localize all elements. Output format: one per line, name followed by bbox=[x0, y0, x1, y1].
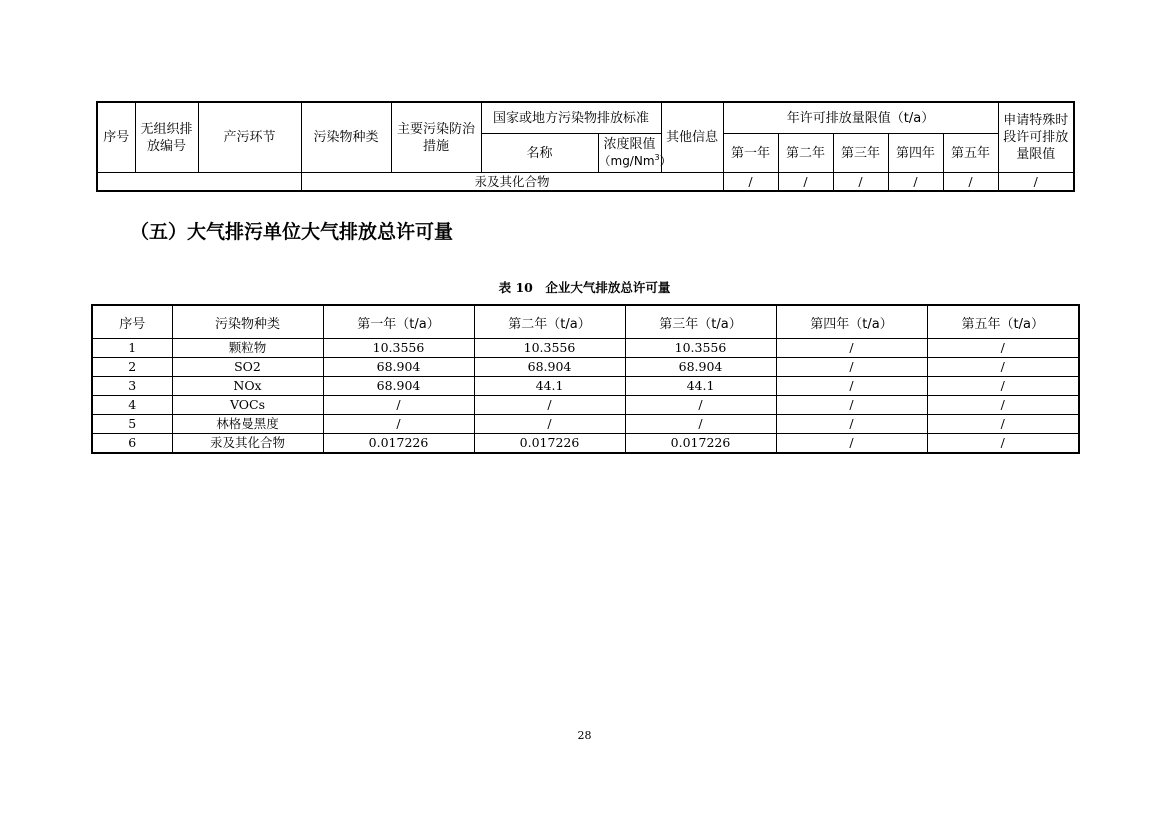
table-cell: SO2 bbox=[172, 358, 323, 377]
table-caption: 表 10 企业大气排放总许可量 bbox=[498, 280, 671, 295]
page-number: 28 bbox=[577, 729, 592, 742]
table-cell: 44.1 bbox=[474, 377, 625, 396]
table-cell: / bbox=[625, 415, 776, 434]
table-row bbox=[97, 173, 1074, 192]
header-special-period: 申请特殊时段许可排放量限值 bbox=[998, 102, 1074, 173]
total-permit-table bbox=[91, 304, 1080, 454]
table-cell: 1 bbox=[92, 339, 172, 358]
header-code: 无组织排放编号 bbox=[135, 102, 198, 173]
table-cell: / bbox=[927, 358, 1079, 377]
table-cell: / bbox=[474, 396, 625, 415]
table-cell: / bbox=[323, 396, 474, 415]
header-standard-limit-label: 浓度限值 bbox=[603, 137, 656, 152]
header-standard-limit bbox=[598, 134, 672, 173]
header-standard: 国家或地方污染物排放标准 bbox=[481, 102, 661, 134]
table-row bbox=[92, 377, 1079, 396]
table-cell: / bbox=[776, 358, 927, 377]
table-cell: 6 bbox=[92, 434, 172, 454]
header-standard-unit: （mg/Nm$^3$） bbox=[598, 153, 672, 168]
header-seq: 序号 bbox=[92, 305, 172, 339]
table-cell: / bbox=[927, 339, 1079, 358]
table-cell: 5 bbox=[92, 415, 172, 434]
header-year-3: 第三年 bbox=[833, 134, 888, 173]
table-cell: 4 bbox=[92, 396, 172, 415]
table-row bbox=[92, 434, 1079, 454]
table-cell: 0.017226 bbox=[625, 434, 776, 454]
table-cell: / bbox=[625, 396, 776, 415]
table-cell: / bbox=[776, 396, 927, 415]
header-pollutant: 污染物种类 bbox=[172, 305, 323, 339]
table-cell: 10.3556 bbox=[323, 339, 474, 358]
header-measures: 主要污染防治措施 bbox=[391, 102, 481, 173]
table-cell: / bbox=[776, 377, 927, 396]
header-year-5: 第五年 bbox=[943, 134, 998, 173]
header-year-1: 第一年 bbox=[723, 134, 778, 173]
header-year-5: 第五年（t/a） bbox=[927, 305, 1079, 339]
header-stage: 产污环节 bbox=[198, 102, 301, 173]
emission-limits-table bbox=[96, 101, 1075, 192]
section-heading: （五）大气排污单位大气排放总许可量 bbox=[130, 221, 454, 243]
table-cell: / bbox=[998, 173, 1074, 192]
table-cell: / bbox=[474, 415, 625, 434]
table-cell: NOx bbox=[172, 377, 323, 396]
table-cell: 10.3556 bbox=[474, 339, 625, 358]
header-annual-limit: 年许可排放量限值（t/a） bbox=[723, 102, 998, 134]
table-row bbox=[92, 415, 1079, 434]
table-cell-pollutant: 汞及其化合物 bbox=[301, 173, 723, 192]
table-row bbox=[92, 396, 1079, 415]
table-cell: / bbox=[723, 173, 778, 192]
header-other-info: 其他信息 bbox=[661, 102, 723, 173]
table-cell: / bbox=[776, 434, 927, 454]
table-cell: 10.3556 bbox=[625, 339, 776, 358]
table-cell: 68.904 bbox=[323, 358, 474, 377]
table-cell: / bbox=[943, 173, 998, 192]
table-row bbox=[92, 358, 1079, 377]
table-cell: / bbox=[927, 396, 1079, 415]
table-cell: 3 bbox=[92, 377, 172, 396]
table-cell: 0.017226 bbox=[323, 434, 474, 454]
table-cell: 0.017226 bbox=[474, 434, 625, 454]
table-cell-empty bbox=[97, 173, 301, 192]
table-cell: / bbox=[778, 173, 833, 192]
table-cell: / bbox=[776, 339, 927, 358]
header-year-2: 第二年 bbox=[778, 134, 833, 173]
table-cell: / bbox=[927, 377, 1079, 396]
header-standard-name: 名称 bbox=[481, 134, 598, 173]
table-cell: / bbox=[927, 415, 1079, 434]
table-cell: 68.904 bbox=[625, 358, 776, 377]
table-cell: 汞及其化合物 bbox=[172, 434, 323, 454]
table-cell: / bbox=[927, 434, 1079, 454]
header-year-4: 第四年（t/a） bbox=[776, 305, 927, 339]
table-cell: / bbox=[888, 173, 943, 192]
table-row bbox=[92, 339, 1079, 358]
table-cell: 2 bbox=[92, 358, 172, 377]
table-cell: 林格曼黑度 bbox=[172, 415, 323, 434]
table-cell: / bbox=[323, 415, 474, 434]
table-cell: / bbox=[776, 415, 927, 434]
header-year-4: 第四年 bbox=[888, 134, 943, 173]
header-seq: 序号 bbox=[97, 102, 135, 173]
header-year-2: 第二年（t/a） bbox=[474, 305, 625, 339]
table-cell: / bbox=[833, 173, 888, 192]
table-cell: 44.1 bbox=[625, 377, 776, 396]
header-pollutant: 污染物种类 bbox=[301, 102, 391, 173]
table-cell: 颗粒物 bbox=[172, 339, 323, 358]
header-year-1: 第一年（t/a） bbox=[323, 305, 474, 339]
header-year-3: 第三年（t/a） bbox=[625, 305, 776, 339]
table-cell: 68.904 bbox=[323, 377, 474, 396]
table-cell: VOCs bbox=[172, 396, 323, 415]
table-cell: 68.904 bbox=[474, 358, 625, 377]
